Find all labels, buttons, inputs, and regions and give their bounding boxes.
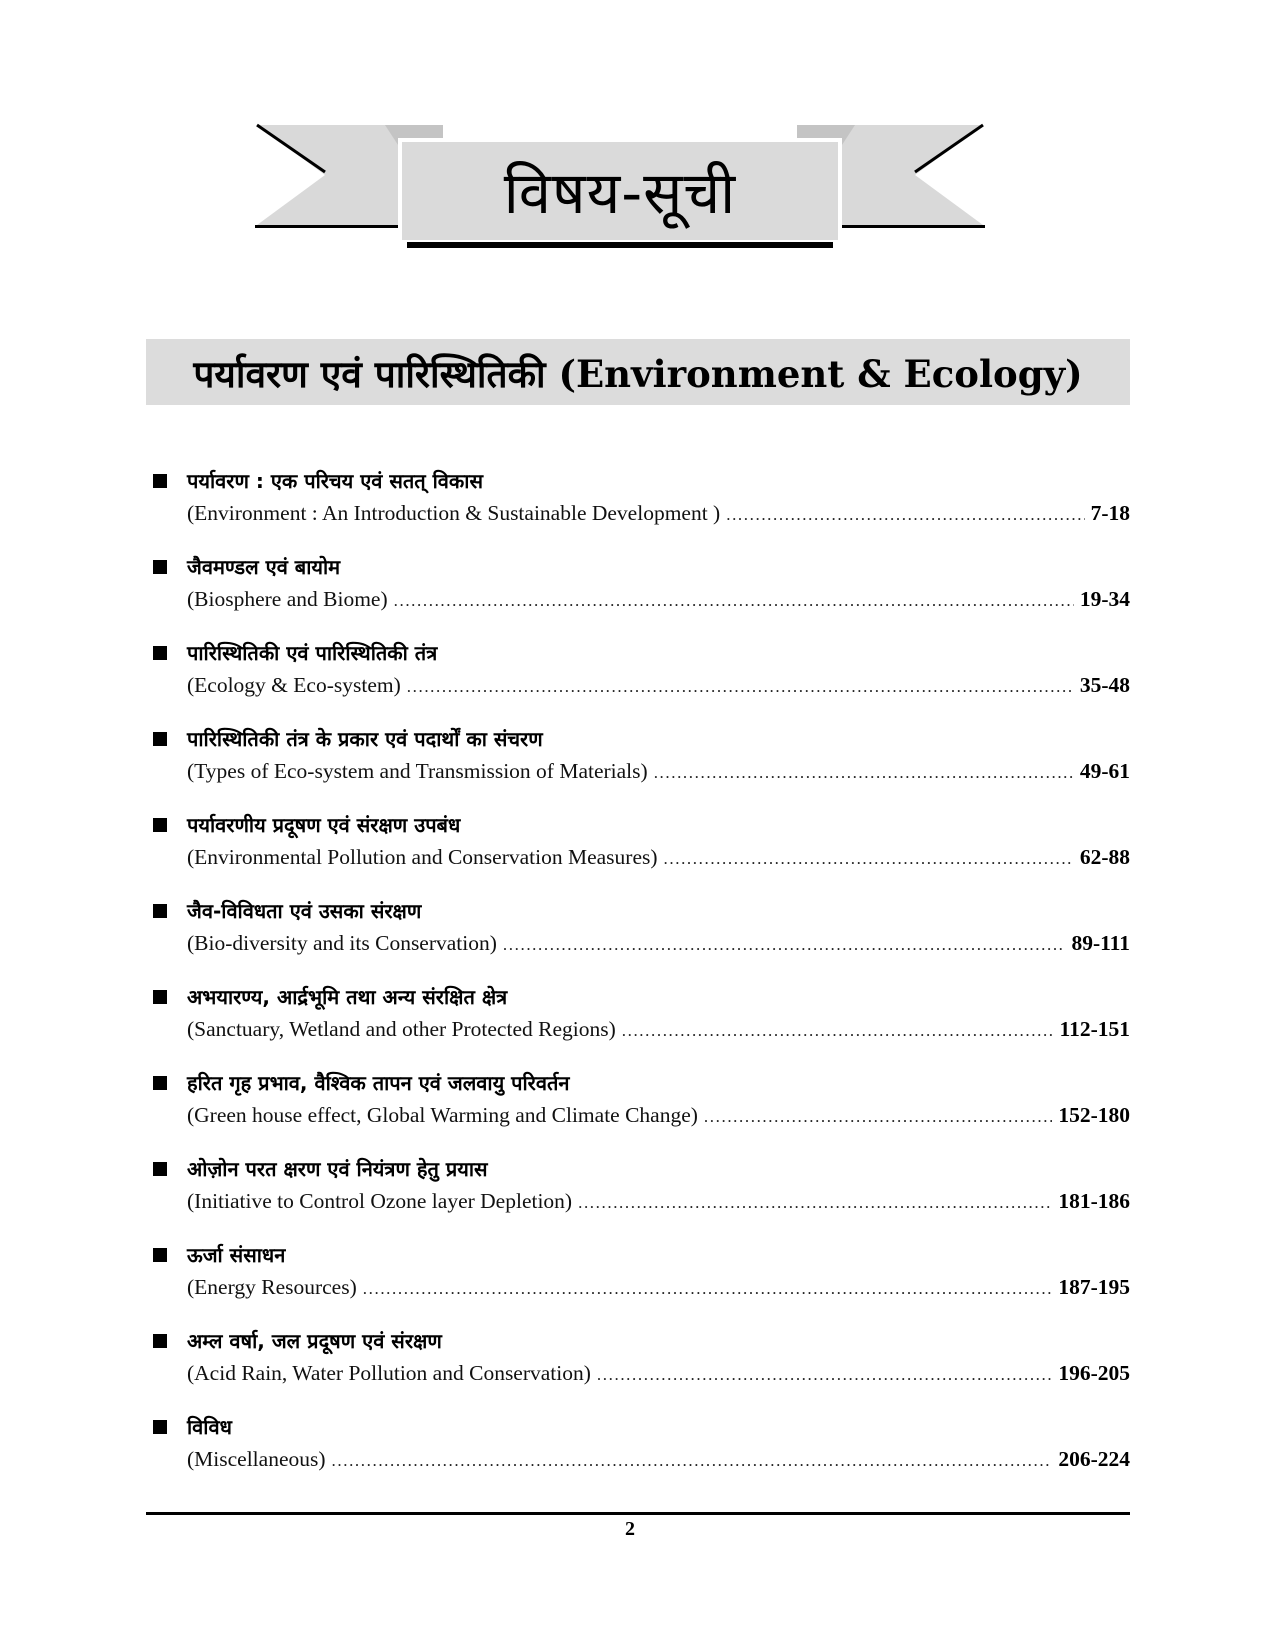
footer-divider	[146, 1512, 1130, 1515]
entry-page-range: 89-111	[1071, 931, 1130, 955]
square-bullet-icon	[153, 646, 167, 660]
entry-hindi-title: विविध	[187, 1415, 232, 1439]
entry-english-title: (Sanctuary, Wetland and other Protected Regions)	[187, 1017, 616, 1041]
dot-leader	[363, 1273, 1053, 1305]
entry-page-range: 19-34	[1079, 587, 1130, 611]
entry-english-title: (Types of Eco-system and Transmission of Materials)	[187, 759, 648, 783]
toc-entry	[150, 637, 1130, 723]
square-bullet-icon	[153, 1334, 167, 1348]
entry-english-title: (Green house effect, Global Warming and Climate Change)	[187, 1103, 698, 1127]
dot-leader	[654, 757, 1074, 789]
page-number: 2	[625, 1518, 635, 1540]
entry-page-range: 49-61	[1079, 759, 1130, 783]
entry-english-title: (Energy Resources)	[187, 1275, 357, 1299]
square-bullet-icon	[153, 1248, 167, 1262]
entry-hindi-title: अम्ल वर्षा, जल प्रदूषण एवं संरक्षण	[187, 1329, 442, 1353]
dot-leader	[597, 1359, 1052, 1391]
entry-hindi-title: ओज़ोन परत क्षरण एवं नियंत्रण हेतु प्रयास	[187, 1157, 488, 1181]
toc-entry	[150, 895, 1130, 981]
entry-english-title: (Miscellaneous)	[187, 1447, 326, 1471]
entry-page-range: 7-18	[1090, 501, 1130, 525]
entry-page-range: 35-48	[1079, 673, 1130, 697]
entry-page-range: 112-151	[1059, 1017, 1130, 1041]
entry-hindi-title: जैव-विविधता एवं उसका संरक्षण	[187, 899, 422, 923]
toc-entry	[150, 809, 1130, 895]
entry-page-range: 206-224	[1058, 1447, 1130, 1471]
toc-entry	[150, 723, 1130, 809]
entry-english-title: (Initiative to Control Ozone layer Depletion)	[187, 1189, 573, 1213]
square-bullet-icon	[153, 560, 167, 574]
entry-english-title: (Environment : An Introduction & Sustainable Development )	[187, 501, 721, 525]
entry-hindi-title: पारिस्थितिकी एवं पारिस्थितिकी तंत्र	[187, 641, 438, 665]
toc-entry	[150, 1067, 1130, 1153]
square-bullet-icon	[153, 1420, 167, 1434]
entry-page-range: 196-205	[1058, 1361, 1130, 1385]
entry-english-title: (Ecology & Eco-system)	[187, 673, 401, 697]
toc-entry	[150, 551, 1130, 637]
toc-entry	[150, 1325, 1130, 1411]
dot-leader	[578, 1187, 1052, 1219]
dot-leader	[503, 929, 1066, 961]
square-bullet-icon	[153, 1162, 167, 1176]
entry-page-range: 62-88	[1079, 845, 1130, 869]
square-bullet-icon	[153, 1076, 167, 1090]
entry-hindi-title: पर्यावरण : एक परिचय एवं सतत् विकास	[187, 469, 483, 493]
page-title: विषय-सूची	[503, 158, 737, 227]
dot-leader	[622, 1015, 1054, 1047]
entry-english-title: (Biosphere and Biome)	[187, 587, 388, 611]
entry-english-title: (Environmental Pollution and Conservation Measures)	[187, 845, 658, 869]
entry-hindi-title: हरित गृह प्रभाव, वैश्विक तापन एवं जलवायु परिवर्तन	[187, 1071, 570, 1095]
entry-hindi-title: पर्यावरणीय प्रदूषण एवं संरक्षण उपबंध	[187, 813, 461, 837]
square-bullet-icon	[153, 818, 167, 832]
table-of-contents	[150, 465, 1130, 1497]
square-bullet-icon	[153, 990, 167, 1004]
title-banner	[255, 120, 985, 260]
square-bullet-icon	[153, 474, 167, 488]
entry-hindi-title: पारिस्थितिकी तंत्र के प्रकार एवं पदार्थों का संचरण	[187, 727, 543, 751]
entry-hindi-title: ऊर्जा संसाधन	[187, 1243, 286, 1267]
entry-hindi-title: जैवमण्डल एवं बायोम	[187, 555, 341, 579]
dot-leader	[394, 585, 1074, 617]
entry-english-title: (Acid Rain, Water Pollution and Conservation)	[187, 1361, 591, 1385]
entry-page-range: 187-195	[1058, 1275, 1130, 1299]
section-heading: पर्यावरण एवं पारिस्थितिकी (Environment & Ecology)	[146, 339, 1130, 405]
dot-leader	[726, 499, 1084, 531]
entry-page-range: 152-180	[1058, 1103, 1130, 1127]
dot-leader	[704, 1101, 1052, 1133]
toc-entry	[150, 1153, 1130, 1239]
entry-hindi-title: अभयारण्य, आर्द्रभूमि तथा अन्य संरक्षित क्षेत्र	[187, 985, 508, 1009]
entry-english-title: (Bio-diversity and its Conservation)	[187, 931, 497, 955]
dot-leader	[407, 671, 1074, 703]
toc-entry	[150, 981, 1130, 1067]
square-bullet-icon	[153, 732, 167, 746]
square-bullet-icon	[153, 904, 167, 918]
dot-leader	[332, 1445, 1053, 1477]
toc-entry	[150, 1411, 1130, 1497]
toc-entry	[150, 465, 1130, 551]
entry-page-range: 181-186	[1058, 1189, 1130, 1213]
toc-entry	[150, 1239, 1130, 1325]
dot-leader	[664, 843, 1074, 875]
